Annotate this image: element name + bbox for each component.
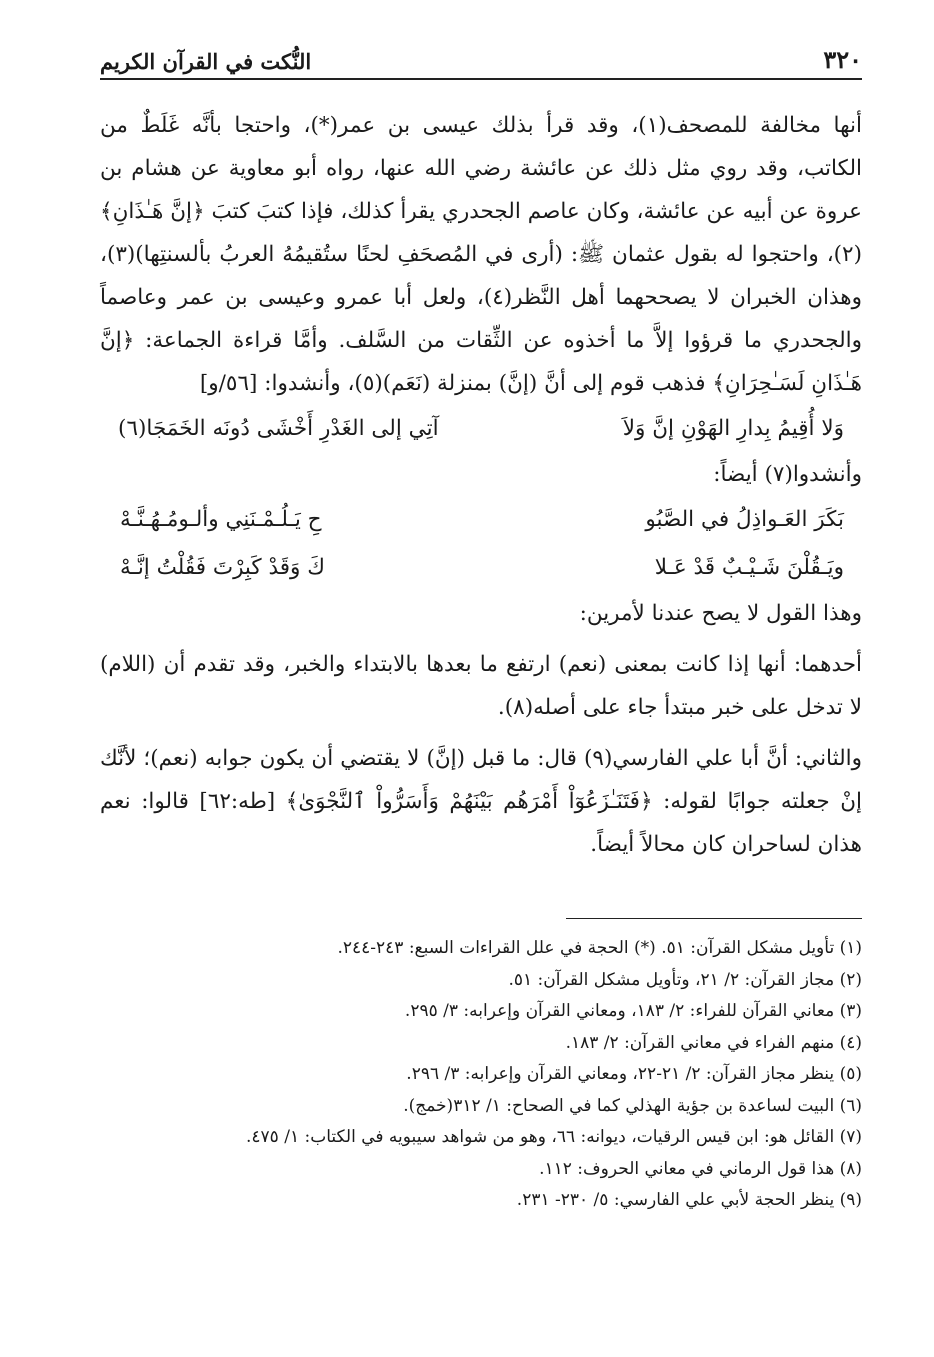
verse-1-first-hemistich: وَلا أُقِيمُ بِدارِ الهَوْنِ إنَّ وَلاَ (622, 416, 844, 441)
footnote-1: (١) تأويل مشكل القرآن: ٥١. (*) الحجة في علل القراءات السبع: ٢٤٣-٢٤٤. (337, 938, 862, 958)
book-title: النُّكت في القرآن الكريم (100, 49, 312, 74)
paragraph-3: وهذا القول لا يصح عندنا لأمرين: (579, 601, 862, 626)
verse-3-first-hemistich: ويَـقُلْنَ شَـيْـبٌ قَدْ عَـلا (654, 555, 844, 580)
book-page (100, 40, 862, 1217)
paragraph-4: أحدهما: أنها إذا كانت بمعنى (نعم) ارتفع ما بعدها بالابتداء والخبر، وقد تقدم أن (اللام) لا تدخل على خبر مبتدأ جاء على أصله(٨). (100, 652, 862, 720)
footnote-6: (٦) البيت لساعدة بن جؤية الهذلي كما في الصحاح: ١/ ٣١٢(خمج). (403, 1095, 862, 1116)
footnote-4: (٤) منهم الفراء في معاني القرآن: ٢/ ١٨٣. (565, 1032, 862, 1053)
poetry-verse-1 (100, 405, 862, 453)
footnote-5: (٥) ينظر مجاز القرآن: ٢/ ٢١-٢٢، ومعاني القرآن وإعرابه: ٣/ ٢٩٦. (406, 1064, 862, 1084)
footnote-9: (٩) ينظر الحجة لأبي علي الفارسي: ٥/ ٢٣٠- ٢٣١. (516, 1190, 862, 1210)
paragraph-5: والثاني: أنَّ أبا علي الفارسي(٩) قال: ما قبل (إنَّ) لا يقتضي أن يكون جوابه (نعم)؛ لأنَّك إنْ جعلته جوابًا لقوله: ﴿فَتَنَـٰزَعُوٓاْ أَمْرَهُم بَيْنَهُمْ وَأَسَرُّواْ ٱلنَّجْوَىٰ﴾ [طه:٦٢] قالوا: نعم هذان لساحران كان محالاً أيضاً. (100, 746, 862, 857)
poetry-verse-2 (100, 496, 862, 544)
footnote-7: (٧) القائل هو: ابن قيس الرقيات، ديوانه: ٦٦، وهو من شواهد سيبويه في الكتاب: ١/ ٤٧٥. (246, 1127, 862, 1147)
footnote-8: (٨) هذا قول الرماني في معاني الحروف: ١١٢. (539, 1158, 862, 1179)
paragraph-2: وأنشدوا(٧) أيضاً: (713, 462, 862, 487)
poetry-verse-3 (100, 544, 862, 592)
running-header (100, 40, 862, 80)
footnote-3: (٣) معاني القرآن للفراء: ٢/ ١٨٣، ومعاني القرآن وإعرابه: ٣/ ٢٩٥. (404, 1001, 862, 1021)
paragraph-1: أنها مخالفة للمصحف(١)، وقد قرأ بذلك عيسى بن عمر(*)، واحتجا بأنَّه غَلَطٌ من الكاتب، وقد روي مثل ذلك عن عائشة رضي الله عنها، رواه أبو معاوية عن هشام بن عروة عن أبيه عن عائشة، وكان عاصم الجحدري يقرأ كذلك، فإذا كتبَ كتبَ ﴿إنَّ هَـٰذَانِ﴾(٢)، واحتجوا له بقول عثمان ﷺ: (أرى في المُصحَفِ لحنًا ستُقيمُهُ العربُ بألسنتِها)(٣)، وهذان الخبران لا يصححهما أهل النَّظر(٤)، ولعل أبا عمرو وعيسى بن عمر وعاصماً والجحدري ما قرؤوا إلاَّ ما أخذوه عن الثِّقات من السَّلف. وأمَّا قراءة الجماعة: ﴿إنَّ هَـٰذَانِ لَسَـٰحِرَانِ﴾ فذهب قوم إلى أنَّ (إنَّ) بمنزلة (نَعَم)(٥)، وأنشدوا: [٥٦/و] (100, 113, 862, 396)
main-text (100, 104, 862, 866)
verse-1-second-hemistich: آتِي إلى الغَدْرِ أَخْشَى دُونَه الخَمَجَا(٦) (118, 416, 439, 441)
footnote-2: (٢) مجاز القرآن: ٢/ ٢١، وتأويل مشكل القرآن: ٥١. (508, 969, 862, 990)
verse-3-second-hemistich: كَ وَقَدْ كَبِرْتَ فَقُلْتُ إنَّـهْ (120, 555, 325, 580)
page-number: ٣٢٠ (823, 45, 862, 74)
verse-2-second-hemistich: حِ يَـلُـمْـنَنِي وألـومُـهُـنَّـهْ (120, 507, 322, 532)
footnotes (100, 933, 862, 1217)
footnote-separator (566, 918, 862, 919)
verse-2-first-hemistich: بَكَرَ العَـواذِلُ في الصَّبُو (645, 507, 844, 532)
